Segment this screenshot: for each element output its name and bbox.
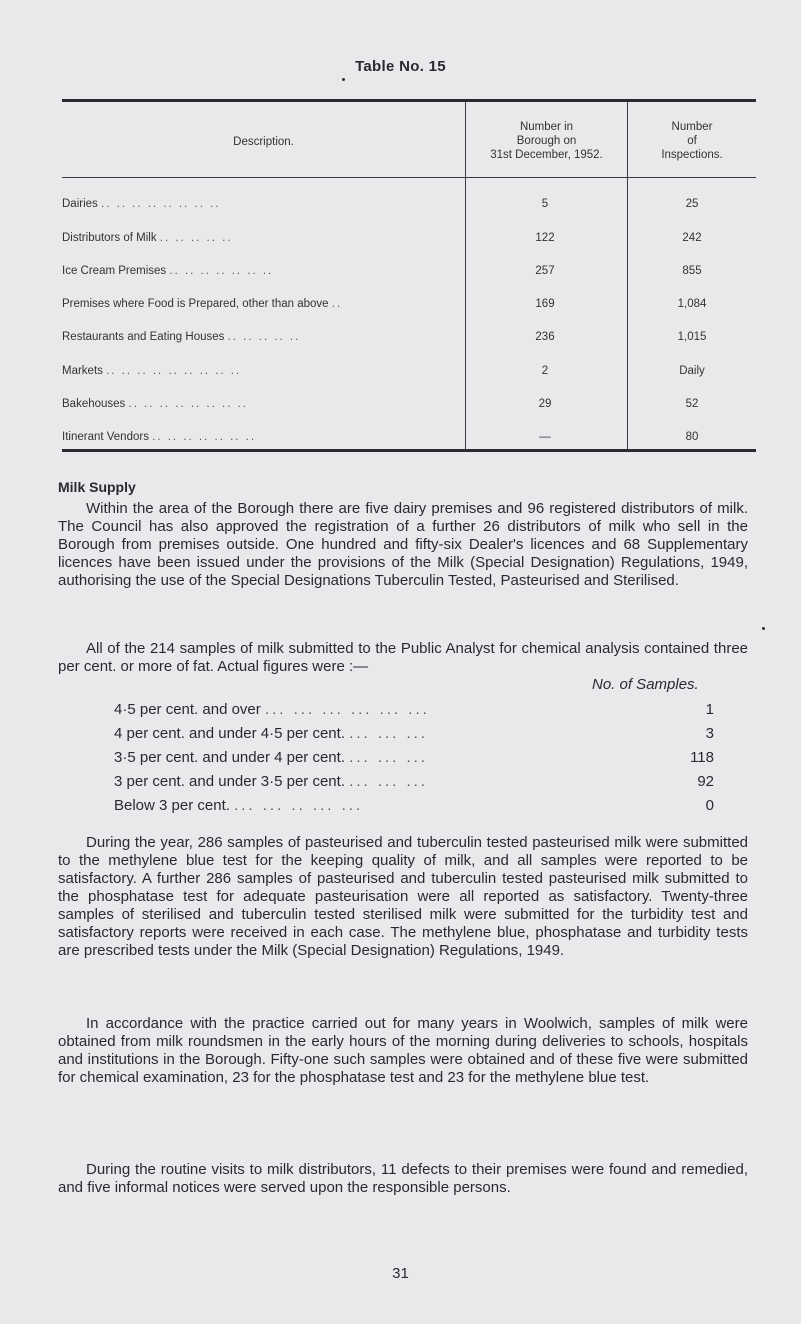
section-heading: Milk Supply bbox=[58, 479, 136, 495]
table-row: Restaurants and Eating Houses .. .. .. .. .. 236 1,015 bbox=[62, 331, 707, 343]
table-title: Table No. 15 bbox=[355, 58, 446, 75]
header-number: Number in Borough on 31st December, 1952. bbox=[490, 121, 603, 161]
table-top-rule bbox=[62, 99, 756, 102]
paragraph: In accordance with the practice carried out for many years in Woolwich, samples of milk were obtained from milk roundsmen in the early hours of the morning during deliveries to schools, hospitals and institutions in the Borough. Fifty-one such samples were obtained and of these five were submitted for chemical examination, 23 for the phosphatase test and 23 for the methylene blue test. bbox=[58, 1015, 748, 1086]
sample-row: Below 3 per cent. ... ... .. ... ... 0 bbox=[114, 797, 714, 814]
sample-row: 3 per cent. and under 3·5 per cent. ... ... ... 92 bbox=[114, 773, 714, 790]
page-number: 31 bbox=[392, 1265, 409, 1282]
stray-mark bbox=[762, 627, 765, 630]
stray-mark bbox=[342, 78, 345, 81]
table-row: Markets .. .. .. .. .. .. .. .. .. 2 Daily bbox=[62, 365, 705, 377]
table-row: Dairies .. .. .. .. .. .. .. .. 5 25 bbox=[62, 198, 699, 210]
sample-row: 4 per cent. and under 4·5 per cent. ... ... ... 3 bbox=[114, 725, 714, 742]
paragraph: Within the area of the Borough there are five dairy premises and 96 registered distributors of milk. The Council has also approved the registration of a further 26 distributors of milk who sell in the Borough from premises outside. One hundred and fifty-six Dealer's licences and 68 Supplementary licences have been issued under the provisions of the Milk (Special Designation) Regulations, 1949, authorising the use of the Special Designations Tuberculin Tested, Pasteurised and Sterilised. bbox=[58, 500, 748, 589]
table-row: Ice Cream Premises .. .. .. .. .. .. .. 257 855 bbox=[62, 265, 702, 277]
header-inspections: Number of Inspections. bbox=[661, 121, 723, 161]
paragraph: During the year, 286 samples of pasteurised and tuberculin tested pasteurised milk were submitted to the methylene blue test for the keeping quality of milk, and all samples were reported to be satisfactory. A further 286 samples of pasteurised and tuberculin tested pasteurised milk submitted to the phosphatase test for adequate pasteurisation were all reported as satisfactory. Twenty-three samples of sterilised and tuberculin tested sterilised milk were submitted for the turbidity test and satisfactory reports were received in each case. The methylene blue, phosphatase and turbidity tests are prescribed tests under the Milk (Special Designation) Regulations, 1949. bbox=[58, 834, 748, 959]
table-row: Premises where Food is Prepared, other than above .. 169 1,084 bbox=[62, 298, 707, 310]
samples-heading: No. of Samples. bbox=[592, 676, 699, 693]
table-header-rule bbox=[62, 177, 756, 178]
table-row: Itinerant Vendors .. .. .. .. .. .. .. — 80 bbox=[62, 431, 699, 443]
sample-row: 3·5 per cent. and under 4 per cent. ... ... ... 118 bbox=[114, 749, 714, 766]
paragraph: All of the 214 samples of milk submitted to the Public Analyst for chemical analysis contained three per cent. or more of fat. Actual figures were :— bbox=[58, 640, 748, 675]
paragraph: During the routine visits to milk distributors, 11 defects to their premises were found and remedied, and five informal notices were served upon the responsible persons. bbox=[58, 1161, 748, 1196]
table-row: Distributors of Milk .. .. .. .. .. 122 242 bbox=[62, 232, 702, 244]
header-description: Description. bbox=[233, 136, 294, 148]
sample-row: 4·5 per cent. and over ... ... ... ... ... ... 1 bbox=[114, 701, 714, 718]
table-row: Bakehouses .. .. .. .. .. .. .. .. 29 52 bbox=[62, 398, 699, 410]
